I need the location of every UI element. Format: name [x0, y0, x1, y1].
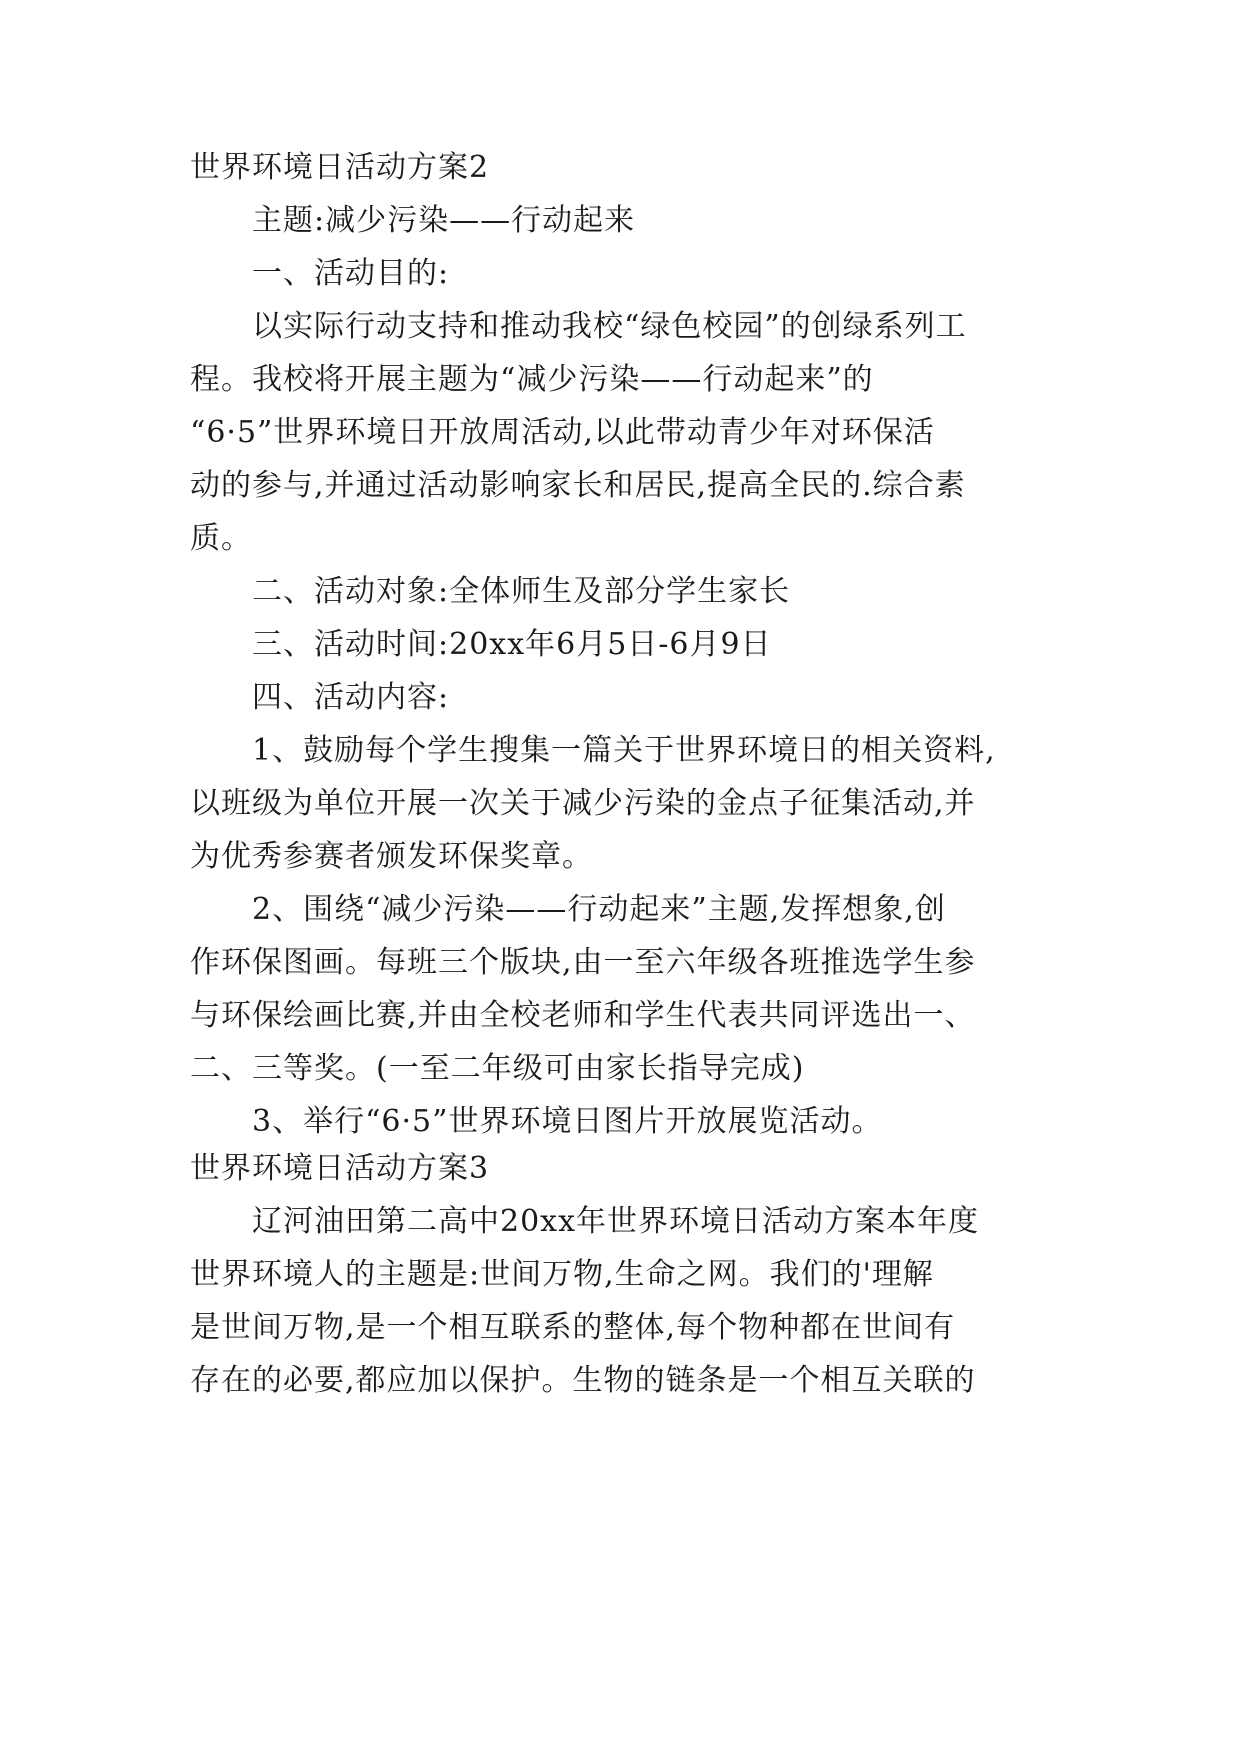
section3-body-line: 是世间万物,是一个相互联系的整体,每个物种都在世间有	[190, 1310, 956, 1345]
item2-line: 与环保绘画比赛,并由全校老师和学生代表共同评选出一、	[190, 998, 976, 1033]
item1-line: 1、鼓励每个学生搜集一篇关于世界环境日的相关资料,	[252, 733, 996, 768]
item3-line: 3、举行“6·5”世界环境日图片开放展览活动。	[252, 1104, 883, 1139]
section2-theme: 主题:减少污染——行动起来	[252, 203, 636, 238]
goal-line: 动的参与,并通过活动影响家长和居民,提高全民的.综合素	[190, 468, 966, 503]
item2-line: 作环保图画。每班三个版块,由一至六年级各班推选学生参	[190, 945, 976, 980]
section2-title: 世界环境日活动方案2	[190, 150, 490, 185]
item2-line: 2、围绕“减少污染——行动起来”主题,发挥想象,创	[252, 892, 946, 927]
goal-heading: 一、活动目的:	[252, 256, 450, 291]
item1-line: 为优秀参赛者颁发环保奖章。	[190, 839, 593, 874]
section3-body-line: 辽河油田第二高中20xx年世界环境日活动方案本年度	[252, 1204, 980, 1239]
section3-body-line: 世界环境人的主题是:世间万物,生命之网。我们的'理解	[190, 1257, 934, 1292]
section3-body-line: 存在的必要,都应加以保护。生物的链条是一个相互关联的	[190, 1363, 976, 1398]
goal-line: 程。我校将开展主题为“减少污染——行动起来”的	[190, 362, 874, 397]
item2-line: 二、三等奖。(一至二年级可由家长指导完成)	[190, 1051, 805, 1086]
item1-line: 以班级为单位开展一次关于减少污染的金点子征集活动,并	[190, 786, 976, 821]
time-line: 三、活动时间:20xx年6月5日-6月9日	[252, 627, 772, 662]
goal-line: 质。	[190, 521, 252, 556]
goal-line: 以实际行动支持和推动我校“绿色校园”的创绿系列工	[252, 309, 967, 344]
goal-line: “6·5”世界环境日开放周活动,以此带动青少年对环保活	[190, 415, 935, 450]
section3-title: 世界环境日活动方案3	[190, 1151, 490, 1186]
content-heading: 四、活动内容:	[252, 680, 450, 715]
target-line: 二、活动对象:全体师生及部分学生家长	[252, 574, 791, 609]
